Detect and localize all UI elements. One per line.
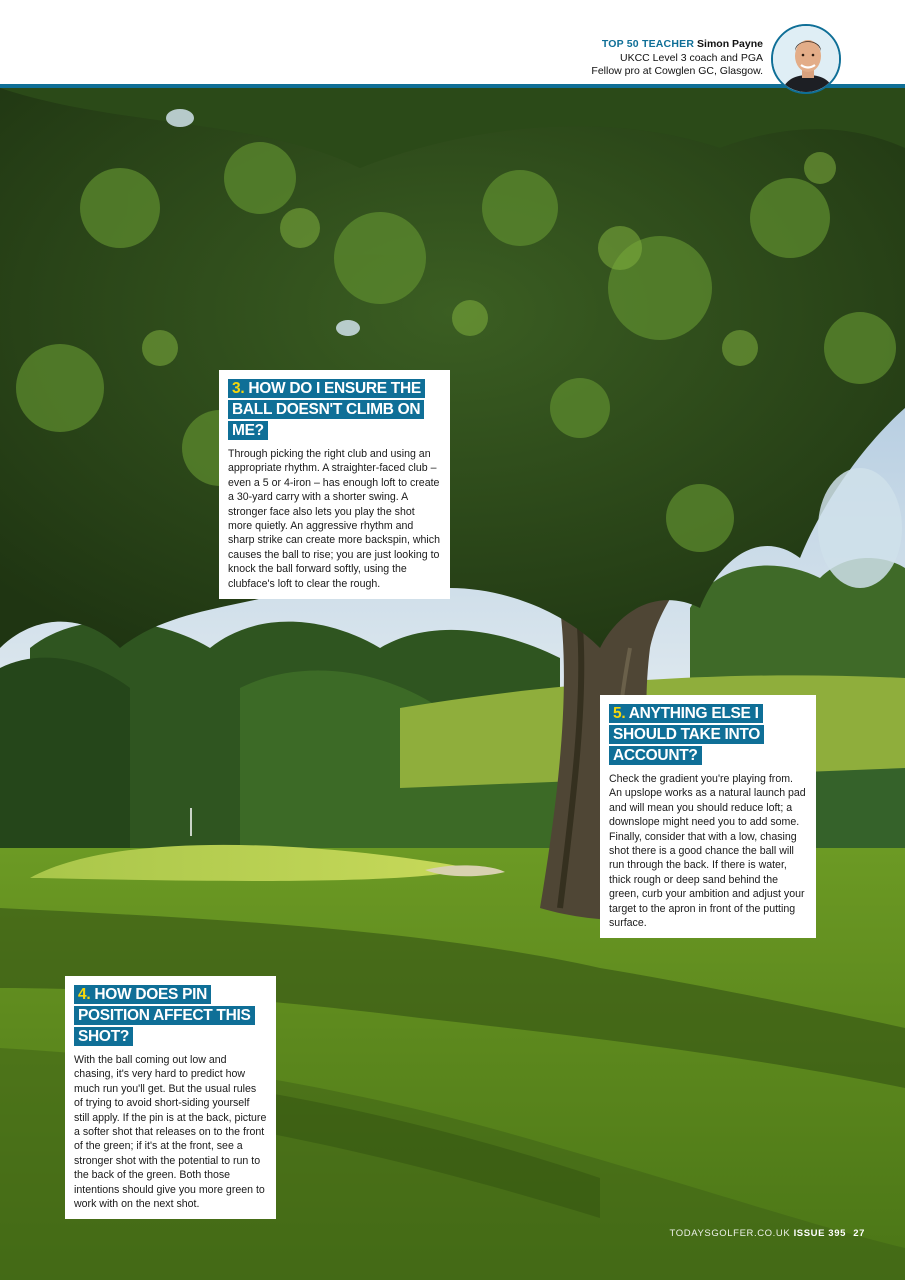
qa-body-5: Check the gradient you're playing from. An upslope works as a natural launch pad and will mean you should reduce loft; a downslope might need you to add some. Finally, consider that with a low, chasing shot there is a good chance the ball will run through the back. If there is water, thick rough or deep sand behind the green, curb your ambition and adjust your target to the apron in front of the putting surface. [609, 773, 806, 930]
qa-title-4 [74, 984, 267, 1047]
avatar [771, 24, 841, 94]
page-header [0, 0, 905, 86]
teacher-tag: TOP 50 TEACHER [601, 38, 695, 50]
qa-title-5 [609, 703, 807, 766]
qa-box-5 [600, 695, 816, 938]
footer-issue: ISSUE 395 [793, 1228, 846, 1239]
qa-number-4: 4. [78, 986, 91, 1003]
teacher-name: Simon Payne [697, 38, 763, 50]
teacher-credentials-line1: UKCC Level 3 coach and PGA [620, 51, 763, 64]
qa-title-3 [228, 378, 441, 441]
footer-site: TODAYSGOLFER.CO.UK [669, 1228, 791, 1239]
teacher-credit [591, 38, 763, 79]
qa-box-4 [65, 976, 276, 1219]
teacher-credentials-line2: Fellow pro at Cowglen GC, Glasgow. [591, 65, 763, 77]
qa-heading-4: HOW DOES PIN POSITION AFFECT THIS SHOT? [78, 986, 251, 1045]
qa-body-3: Through picking the right club and using an appropriate rhythm. A straighter-faced club – even a 5 or 4-iron – has enough loft to create a 30-yard carry with a shorter swing. A stronger face also lets you play the shot more quietly. An aggressive rhythm and sharp strike can create more backspin, which causes the ball to rise; you are just looking to knock the ball forward softly, using the clubface's loft to clear the rough. [228, 448, 440, 590]
qa-number-3: 3. [232, 380, 245, 397]
qa-body-4: With the ball coming out low and chasing, it's very hard to predict how much run you'll get. But the usual rules of trying to avoid short-siding yourself still apply. If the pin is at the back, picture a softer shot that releases on to the front of the green; if it's at the front, see a stronger shot with the potential to run to the back of the green. Both those intentions should give you more green to work with on the next shot. [74, 1054, 267, 1211]
qa-heading-5: ANYTHING ELSE I SHOULD TAKE INTO ACCOUNT? [613, 705, 761, 764]
qa-number-5: 5. [613, 705, 626, 722]
qa-box-3 [219, 370, 450, 599]
page-number: 27 [853, 1228, 865, 1239]
qa-heading-3: HOW DO I ENSURE THE BALL DOESN'T CLIMB ON ME? [232, 380, 421, 439]
page-footer [670, 1228, 865, 1239]
